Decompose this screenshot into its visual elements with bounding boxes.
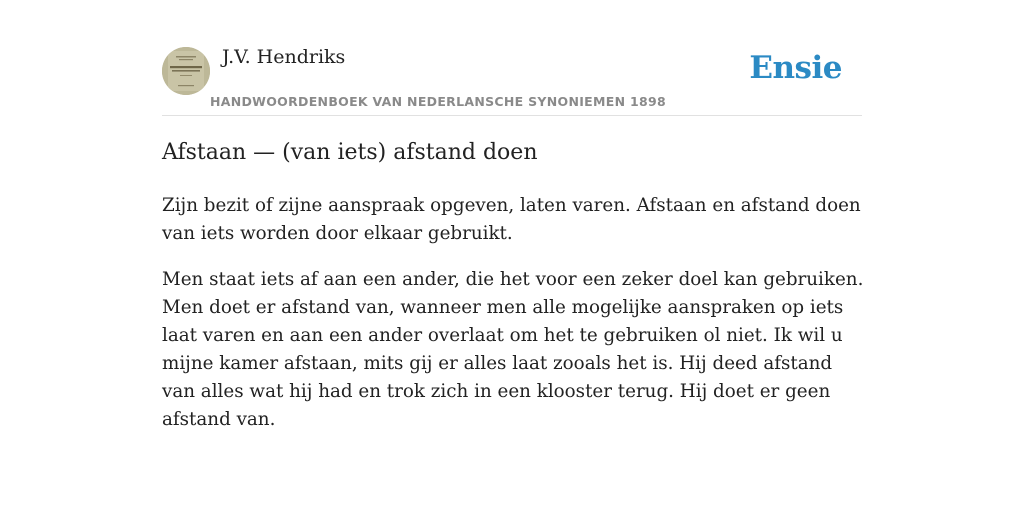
entry-paragraph: Zijn bezit of zijne aanspraak opgeven, laten varen. Afstaan en afstand doen van iets worden door elkaar gebruikt. <box>162 195 861 244</box>
brand-logo[interactable]: Ensie <box>749 50 842 86</box>
author-name[interactable]: J.V. Hendriks <box>222 46 346 68</box>
source-title[interactable]: HANDWOORDENBOEK VAN NEDERLANSCHE SYNONIEMEN 1898 <box>210 94 667 109</box>
entry-header <box>162 0 862 116</box>
entry-title: Afstaan — (van iets) afstand doen <box>162 140 538 165</box>
entry-card <box>162 0 864 430</box>
book-cover-avatar-icon <box>162 47 210 95</box>
entry-paragraph: Men staat iets af aan een ander, die het voor een zeker doel kan gebruiken. Men doet er afstand van, wanneer men alle mogelijke aanspraken op iets laat varen en aan een ander overlaat om het te gebruiken ol niet. Ik wil u mijne kamer afstaan, mits gij er alles laat zooals het is. Hij deed afstand van alles wat hij had en trok zich in een klooster terug. Hij doet er geen afstand van. <box>162 269 864 430</box>
entry-body <box>162 192 866 452</box>
avatar[interactable] <box>162 47 210 95</box>
